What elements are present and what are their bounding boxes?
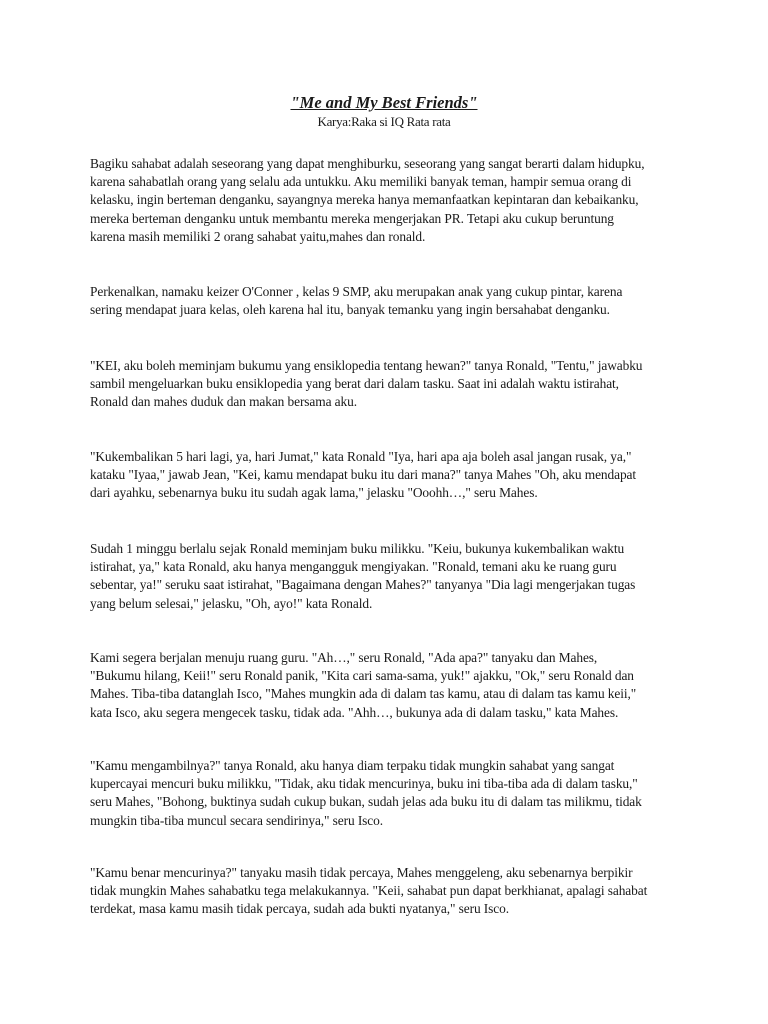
paragraph-5 (90, 540, 690, 613)
text-line: "Kamu benar mencurinya?" tanyaku masih tidak percaya, Mahes menggeleng, aku sebenarnya berpikir (90, 865, 633, 880)
paragraph-2 (90, 283, 690, 319)
paragraph-6 (90, 649, 690, 722)
text-line: tidak mungkin Mahes sahabatku tega melakukannya. "Keii, sahabat pun dapat berkhianat, apalagi sahabat (90, 883, 648, 899)
paragraph-4 (90, 448, 690, 503)
text-line: Mahes. Tiba-tiba datanglah Isco, "Mahes mungkin ada di dalam tas kamu, atau di dalam tas kamu keii," (90, 686, 637, 702)
text-line: Kami segera berjalan menuju ruang guru. "Ah…," seru Ronald, "Ada apa?" tanyaku dan Mahes, (90, 650, 598, 665)
text-line: "Bukumu hilang, Keii!" seru Ronald panik, "Kita cari sama-sama, yuk!" ajakku, "Ok," seru Ronald dan (90, 668, 634, 684)
text-line: sering mendapat juara kelas, oleh karena hal itu, banyak temanku yang ingin bersahabat denganku. (90, 302, 610, 318)
text-line: sebentar, ya!" seruku saat istirahat, "Bagaimana dengan Mahes?" tanyanya "Dia lagi mengerjakan tugas (90, 577, 636, 593)
text-line: kupercayai mencuri buku milikku, "Tidak, aku tidak mencurinya, buku ini tiba-tiba ada di dalam tasku," (90, 776, 638, 792)
text-line: kataku "Iyaa," jawab Jean, "Kei, kamu mendapat buku itu dari mana?" tanya Mahes "Oh, aku mendapat (90, 467, 636, 483)
paragraph-8 (90, 864, 690, 919)
text-line: mungkin tiba-tiba muncul secara sendirinya," seru Isco. (90, 812, 383, 828)
paragraph-7 (90, 757, 690, 830)
text-line: Sudah 1 minggu berlalu sejak Ronald meminjam buku milikku. "Keiu, bukunya kukembalikan waktu (90, 541, 625, 556)
paragraph-1 (90, 155, 690, 246)
text-line: kelasku, ingin berteman denganku, sayangnya mereka hanya memanfaatkan kepintaran dan kebaikanku, (90, 192, 639, 208)
story-author: Karya:Raka si IQ Rata rata (317, 114, 451, 129)
text-line: kata Isco, aku segera mengecek tasku, tidak ada. "Ahh…, bukunya ada di dalam tasku," kata Mahes. (90, 704, 619, 720)
text-line: "Kukembalikan 5 hari lagi, ya, hari Jumat," kata Ronald "Iya, hari apa aja boleh asal jangan rusak, ya," (90, 449, 632, 464)
text-line: sambil mengeluarkan buku ensiklopedia yang berat dari dalam tasku. Saat ini adalah waktu istirahat, (90, 376, 619, 392)
text-line: karena masih memiliki 2 orang sahabat yaitu,mahes dan ronald. (90, 228, 426, 244)
text-line: Bagiku sahabat adalah seseorang yang dapat menghiburku, seseorang yang sangat berarti dalam hidupku, (90, 156, 645, 171)
text-line: dari ayahku, sebenarnya buku itu sudah agak lama," jelasku "Ooohh…," seru Mahes. (90, 485, 538, 501)
text-line: seru Mahes, "Bohong, buktinya sudah cukup bukan, sudah jelas ada buku itu di dalam tas milikmu, tidak (90, 794, 642, 810)
paragraph-3 (90, 357, 690, 412)
text-line: karena sahabatlah orang yang selalu ada untukku. Aku memiliki banyak teman, hampir semua orang di (90, 174, 632, 190)
text-line: istirahat, ya," kata Ronald, aku hanya mengangguk mengiyakan. "Ronald, temani aku ke ruang guru (90, 559, 617, 575)
text-line: "KEI, aku boleh meminjam bukumu yang ensiklopedia tentang hewan?" tanya Ronald, "Tentu," jawabku (90, 358, 643, 373)
text-line: Perkenalkan, namaku keizer O'Conner , kelas 9 SMP, aku merupakan anak yang cukup pintar, karena (90, 284, 623, 299)
text-line: Ronald dan mahes duduk dan makan bersama aku. (90, 394, 357, 410)
story-title: "Me and My Best Friends" (290, 93, 478, 112)
text-line: yang belum selesai," jelasku, "Oh, ayo!" kata Ronald. (90, 595, 373, 611)
text-line: mereka berteman denganku untuk membantu mereka mengerjakan PR. Tetapi aku cukup beruntung (90, 210, 614, 226)
text-line: terdekat, masa kamu masih tidak percaya, sudah ada bukti nyatanya," seru Isco. (90, 901, 509, 917)
text-line: "Kamu mengambilnya?" tanya Ronald, aku hanya diam terpaku tidak mungkin sahabat yang sangat (90, 758, 615, 773)
